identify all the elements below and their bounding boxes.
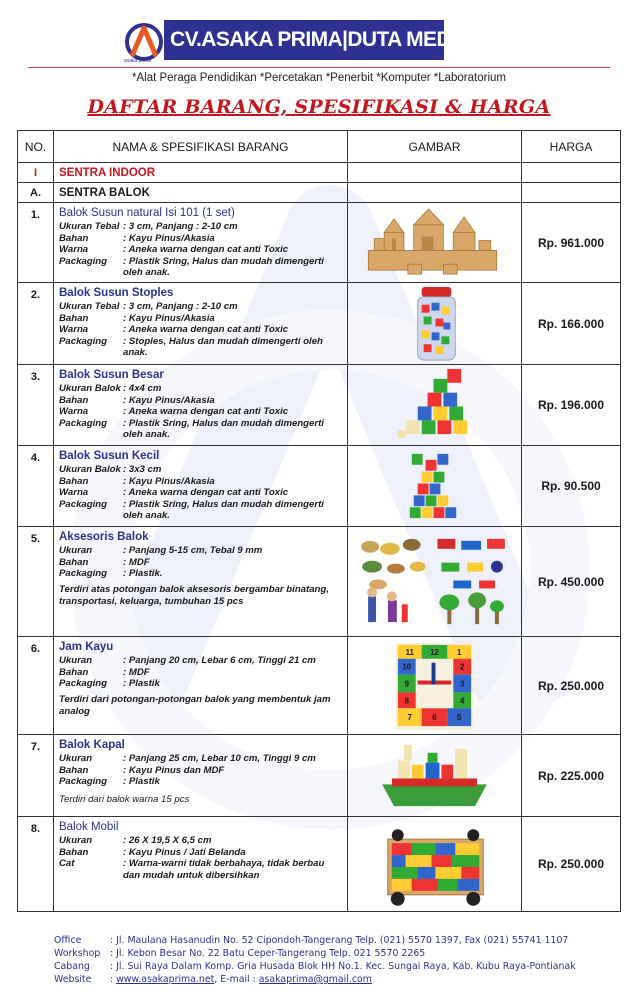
clock-number: 6 <box>432 713 437 723</box>
block-jar-image <box>348 283 521 364</box>
footer-office: Office : Jl. Maulana Hasanudin No. 52 Cipondoh-Tangerang Telp. (021) 5570 1397, Fax (021) 55741 1107 <box>54 935 569 946</box>
item-price: Rp. 450.000 <box>537 574 605 589</box>
spec-line: Bahan : Kayu Pinus/Akasia <box>59 475 215 487</box>
website-link[interactable]: www.asakaprima.net <box>116 974 215 985</box>
table-row <box>18 817 620 911</box>
footer-branch: Cabang : Jl. Sui Raya Dalam Komp. Gria Husada Blok HH No.1. Kec. Sungai Raya, Kab. Kubu Raya-Pontianak <box>54 961 576 972</box>
spec-line: Cat : Warna-warni tidak berbahaya, tidak berbau dan mudah untuk dibersihkan <box>59 858 325 881</box>
column-header-image: GAMBAR <box>348 131 522 162</box>
block-accessories-image <box>348 527 521 636</box>
table-row <box>18 283 620 365</box>
subsection-label: SENTRA BALOK <box>54 183 348 202</box>
item-price: Rp. 90.500 <box>541 479 601 493</box>
spec-line: Bahan : MDF <box>59 666 150 678</box>
clock-number: 1 <box>457 647 462 657</box>
brand-name: CV.ASAKA PRIMA|DUTA MEDIA GROUP <box>164 20 444 60</box>
spec-line: Ukuran Tebal : 3 cm, Panjang : 2-10 cm <box>59 301 238 312</box>
section-row <box>18 163 620 183</box>
item-description <box>54 527 348 636</box>
spec-line: Packaging : Plastik Sring, Halus dan mudah dimengerti oleh anak. <box>59 417 324 440</box>
spec-line: Ukuran Balok : 3x3 cm <box>59 464 162 475</box>
item-note: Terdiri atas potongan balok aksesoris bergambar binatang, transportasi, keluarga, tumbuhan 15 pcs <box>59 583 329 607</box>
email-link[interactable]: asakaprima@gmail.com <box>258 974 372 985</box>
clock-number: 11 <box>405 647 414 657</box>
item-number: 2. <box>18 283 54 364</box>
item-name: Balok Susun Kecil <box>59 450 160 462</box>
spec-line: Bahan : Kayu Pinus/Akasia <box>59 394 215 406</box>
table-row <box>18 446 620 527</box>
item-description <box>54 203 348 282</box>
footer-workshop: Workshop : Jl. Kebon Besar No. 22 Batu Ceper-Tangerang Telp. 021 5570 2265 <box>54 948 426 959</box>
item-number: 7. <box>18 735 54 816</box>
item-description <box>54 637 348 734</box>
item-description <box>54 365 348 445</box>
item-description <box>54 283 348 364</box>
document-title: DAFTAR BARANG, SPESIFIKASI & HARGA <box>87 96 551 118</box>
spec-line: Bahan : Kayu Pinus/Akasia <box>59 232 215 244</box>
spec-line: Bahan : Kayu Pinus / Jati Belanda <box>59 846 246 858</box>
item-number: 8. <box>18 817 54 911</box>
clock-number: 7 <box>407 713 412 723</box>
wooden-ship-image <box>348 735 521 816</box>
item-number: 4. <box>18 446 54 526</box>
header-divider <box>28 67 610 68</box>
item-price: Rp. 196.000 <box>537 398 605 412</box>
spec-line: Packaging : Plastik <box>59 776 160 787</box>
item-number: 3. <box>18 365 54 445</box>
spec-line: Ukuran : Panjang 20 cm, Lebar 6 cm, Tinggi 21 cm <box>59 655 316 666</box>
item-image <box>348 283 522 364</box>
spec-line: Ukuran Balok : 4x4 cm <box>59 383 162 394</box>
spec-line: Ukuran : 26 X 19,5 X 6,5 cm <box>59 835 212 846</box>
clock-number: 8 <box>404 696 409 706</box>
contact-footer <box>54 934 624 986</box>
spec-line: Packaging : Plastik <box>59 678 160 689</box>
spec-line: Warna : Aneka warna dengan cat anti Toxic <box>59 244 289 255</box>
item-image <box>348 365 522 445</box>
wooden-clock-image <box>348 637 521 734</box>
item-name: Balok Susun Besar <box>59 369 164 381</box>
clock-number: 3 <box>460 679 465 689</box>
asaka-logo-icon <box>124 22 164 60</box>
subsection-number: A. <box>18 183 54 202</box>
spec-line: Packaging : Plastik Sring, Halus dan mudah dimengerti oleh anak. <box>59 498 324 521</box>
spec-line: Warna : Aneka warna dengan cat anti Toxic <box>59 324 289 335</box>
spec-line: Ukuran : Panjang 5-15 cm, Tebal 9 mm <box>59 545 263 556</box>
table-row <box>18 365 620 446</box>
item-image <box>348 735 522 816</box>
item-price: Rp. 961.000 <box>537 235 605 250</box>
spec-line: Packaging : Plastik Sring, Halus dan mudah dimengerti oleh anak. <box>59 255 324 278</box>
price-table <box>17 130 621 912</box>
item-price: Rp. 225.000 <box>537 768 605 783</box>
spec-line: Warna : Aneka warna dengan cat anti Toxic <box>59 487 289 498</box>
footer-website: Website : www.asakaprima.net, E-mail : asakaprima@gmail.com <box>54 974 372 985</box>
item-image <box>348 446 522 526</box>
letterhead <box>0 0 638 118</box>
item-name: Aksesoris Balok <box>59 531 149 543</box>
item-price: Rp. 166.000 <box>537 316 605 331</box>
clock-number: 5 <box>457 713 462 723</box>
item-name: Balok Susun Stoples <box>59 287 174 299</box>
spec-line: Ukuran : Panjang 25 cm, Lebar 10 cm, Tinggi 9 cm <box>59 753 316 764</box>
item-name: Balok Susun natural Isi 101 (1 set) <box>59 207 235 219</box>
item-description <box>54 817 348 911</box>
item-note: Terdiri dari potongan-potongan balok yang membentuk jam analog <box>59 693 331 717</box>
item-note: Terdiri dari balok warna 15 pcs <box>59 793 190 805</box>
spec-line: Warna : Aneka warna dengan cat anti Toxic <box>59 406 289 417</box>
clock-number: 2 <box>460 662 465 672</box>
item-price: Rp. 250.000 <box>537 857 605 871</box>
spec-line: Bahan : Kayu Pinus/Akasia <box>59 312 215 324</box>
clock-number: 12 <box>430 647 439 657</box>
spec-line: Packaging : Plastik. <box>59 568 163 579</box>
section-label: SENTRA INDOOR <box>54 163 348 182</box>
brand-tagline: asaka prima <box>124 58 152 64</box>
column-header-no: NO. <box>18 131 54 162</box>
item-image <box>348 637 522 734</box>
clock-number: 9 <box>404 679 409 689</box>
large-color-blocks-image <box>348 365 521 445</box>
table-row <box>18 527 620 637</box>
table-row <box>18 735 620 817</box>
column-header-name: NAMA & SPESIFIKASI BARANG <box>54 131 348 162</box>
section-number: I <box>18 163 54 182</box>
table-row <box>18 203 620 283</box>
spec-line: Ukuran Tebal : 3 cm, Panjang : 2-10 cm <box>59 221 238 232</box>
table-row <box>18 637 620 735</box>
item-image <box>348 817 522 911</box>
item-price: Rp. 250.000 <box>537 678 605 693</box>
item-number: 5. <box>18 527 54 636</box>
spec-line: Packaging : Stoples, Halus dan mudah dimengerti oleh anak. <box>59 335 323 358</box>
item-description <box>54 735 348 816</box>
table-header-row <box>18 131 620 163</box>
spec-line: Bahan : MDF <box>59 556 150 568</box>
item-name: Balok Mobil <box>59 821 119 833</box>
item-image <box>348 527 522 636</box>
item-number: 1. <box>18 203 54 282</box>
clock-number: 10 <box>402 662 412 672</box>
subsection-row <box>18 183 620 203</box>
column-header-price: HARGA <box>549 139 593 154</box>
item-number: 6. <box>18 637 54 734</box>
services-tagline: *Alat Peraga Pendidikan *Percetakan *Penerbit *Komputer *Laboratorium <box>132 72 506 84</box>
item-name: Balok Kapal <box>59 739 125 751</box>
item-name: Jam Kayu <box>59 641 114 653</box>
wooden-castle-blocks-image <box>348 203 521 282</box>
item-image <box>348 203 522 282</box>
small-color-blocks-image <box>348 446 521 526</box>
spec-line: Bahan : Kayu Pinus dan MDF <box>59 764 225 776</box>
clock-number: 4 <box>460 696 465 706</box>
item-description <box>54 446 348 526</box>
block-car-image <box>348 817 521 911</box>
